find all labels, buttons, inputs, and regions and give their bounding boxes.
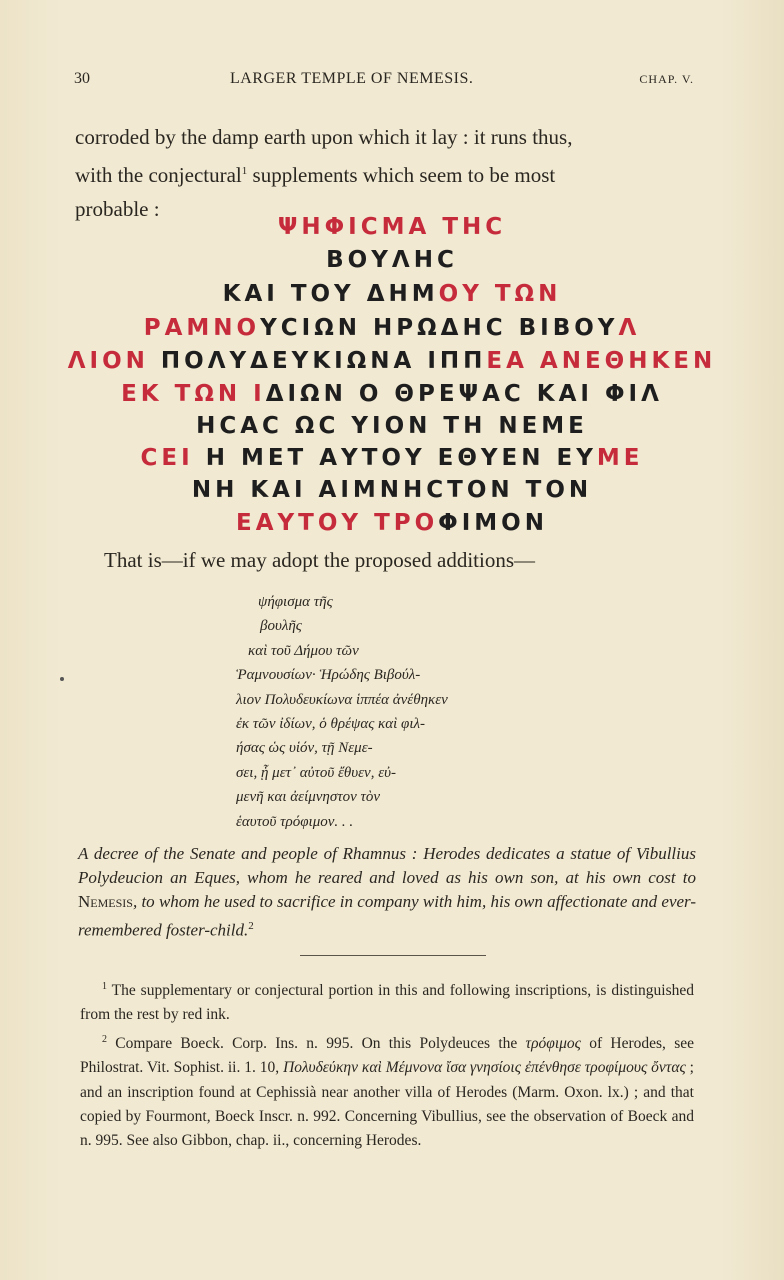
inscription-line-7: ΗϹΑϹ ΩϹ ΥΙΟΝ ΤΗ ΝΕΜΕ (196, 413, 588, 439)
intro-line-3: probable : (75, 197, 160, 221)
footnote-2: $^2$ Compare Boeck. Corp. Ins. n. 995. On this Polydeuces the τρόφιμος of Herodes, see Philostrat. Vit. Sophist. ii. 1. 10, Πολυδεύκην καὶ Μέμνονα ἴσα γνησίοις ἐπένθησε τροφίμους ὄντας ; and an inscription found at Cephissià near another villa of Herodes (Marm. Oxon. lx.) ; and that copied by Fourmont, Boeck Inscr. n. 992. Concerning Vibullius, see the observation of Boeck and n. 995. See also Gibbon, chap. ii., concerning Herodes. (80, 1033, 694, 1150)
inscription-line-6: ΕΚ ΤΩΝ ΙΔΙΩΝ Ο ΘΡΕΨΑϹ ΚΑΙ ΦΙΛ (121, 381, 663, 407)
greek-line-5: λιον Πολυδευκίωνα ἱππέα ἀνέθηκεν (236, 691, 448, 708)
translation-paragraph: A decree of the Senate and people of Rhamnus : Herodes dedicates a statue of Vibullius Polydeucion an Eques, whom he reared and loved as his own son, at his own cost to Nemesis, to whom he used to sacrifice in company with him, his own affectionate and ever-remembered foster-child.$^2$ (78, 844, 696, 940)
running-head (74, 70, 694, 94)
footnote-rule (300, 955, 486, 956)
intro-line-2: with the conjectural$^1$ supplements which seem to be most (75, 163, 556, 187)
inscription-line-9: ΝΗ ΚΑΙ ΑΙΜΝΗϹΤΟΝ ΤΟΝ (191, 477, 593, 503)
greek-line-2: βουλῆς (260, 618, 302, 635)
inscription-line-2: ΒΟΥΛΗϹ (326, 247, 458, 273)
greek-line-3: καὶ τοῦ Δήμου τῶν (248, 642, 359, 659)
inscription-line-4: ΡΑΜΝΟΥϹΙΩΝ ΗΡΩΔΗϹ ΒΙΒΟΥΛ (143, 315, 641, 341)
footnotes (80, 975, 694, 1153)
greek-line-7: ήσας ὡς υἱόν, τῇ Νεμε- (236, 740, 373, 757)
intro-paragraph (75, 120, 695, 226)
greek-line-4: Ῥαμνουσίων· Ἡρώδης Βιβούλ- (236, 667, 421, 684)
inscription-line-1: ΨΗΦΙϹΜΑ ΤΗϹ (277, 214, 507, 240)
running-title: LARGER TEMPLE OF NEMESIS. (230, 70, 474, 87)
greek-line-10: ἑαυτοῦ τρόφιμον. . . (236, 813, 354, 830)
greek-line-9: μενῆ και ἀείμνηστον τὸν (236, 789, 381, 806)
inscription-line-8: ϹΕΙ Η ΜΕΤ ΑΥΤΟΥ ΕΘΥΕΝ ΕΥΜΕ (140, 445, 644, 471)
footnote-ref-1: 1 (241, 165, 248, 177)
greek-line-1: ψήφισμα τῆς (258, 594, 333, 610)
nemesis-smallcaps: Nemesis (78, 892, 133, 911)
margin-mark (60, 677, 64, 681)
chapter-label: CHAP. V. (639, 72, 694, 86)
page-number: 30 (74, 70, 90, 87)
greek-line-6: ἐκ τῶν ἰδίων, ὁ θρέψας καὶ φιλ- (236, 716, 425, 733)
inscription-line-3: ΚΑΙ ΤΟΥ ΔΗΜΟΥ ΤΩΝ (222, 281, 562, 307)
footnote-1: $^1$ The supplementary or conjectural portion in this and following inscriptions, is distinguished from the rest by red ink. (80, 981, 694, 1024)
intro-line-1: corroded by the damp earth upon which it lay : it runs thus, (75, 125, 573, 149)
inscription-line-5: ΛΙΟΝ ΠΟΛΥΔΕΥΚΙΩΝΑ ΙΠΠΕΑ ΑΝΕΘΗΚΕΝ (67, 348, 717, 374)
that-is-line: That is—if we may adopt the proposed additions— (104, 548, 536, 572)
inscription-line-10: ΕΑΥΤΟΥ ΤΡΟΦΙΜΟΝ (236, 510, 548, 536)
footnote-ref-2: 2 (248, 920, 254, 932)
greek-transcription (228, 590, 568, 834)
greek-line-8: σει, ᾗ μετ᾽ αὐτοῦ ἔθυεν, εὐ- (236, 764, 397, 781)
